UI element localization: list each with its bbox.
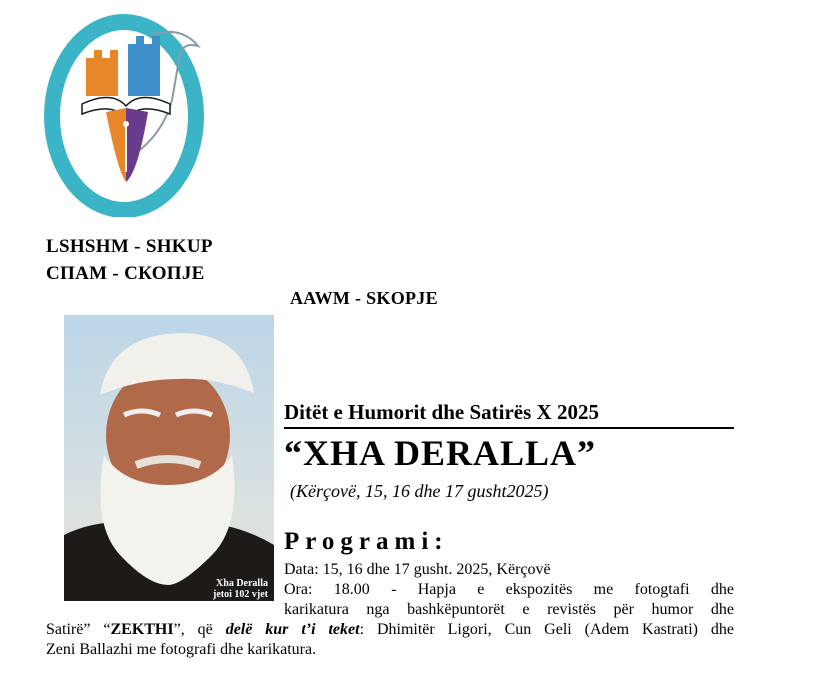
program-time-line: Ora: 18.00 - Hapja e ekspozitës me fotogtafi dhe [284, 581, 734, 598]
program-final-line: Zeni Ballazhi me fotografi dhe karikatura. [46, 641, 317, 658]
program-participants-line [46, 620, 734, 640]
motto-kur-tiket: kur t’i teket [252, 621, 360, 638]
pen-book-tower-logo-icon [42, 12, 210, 217]
title-divider [284, 427, 734, 429]
program-caricature-line: karikatura nga bashkëpuntorët e revistës për humor dhe [284, 601, 734, 618]
satire-mid: ”, që [173, 621, 226, 638]
program-heading: Programi: [284, 528, 449, 555]
satire-prefix: Satirë” “ [46, 621, 111, 638]
portrait-caption-name: Xha Deralla [216, 578, 268, 589]
program-date-line: Data: 15, 16 dhe 17 gusht. 2025, Kërçovë [284, 561, 551, 578]
event-name: “XHA DERALLA” [284, 433, 597, 473]
portrait-image [64, 315, 274, 601]
org-name-macedonian: СПАМ - СКОПЈЕ [46, 263, 205, 284]
xha-deralla-portrait [64, 315, 274, 601]
event-place-dates: (Kërçovë, 15, 16 dhe 17 gusht2025) [290, 481, 549, 501]
org-name-albanian: LSHSHM - SHKUP [46, 236, 213, 257]
magazine-name: ZEKTHI [110, 621, 174, 638]
portrait-caption-age: jetoi 102 vjet [213, 589, 268, 600]
participants-list: : Dhimitër Ligori, Cun Geli (Adem Kastrati) dhe [359, 621, 735, 638]
motto-dele: delë [225, 621, 253, 638]
association-logo [42, 12, 210, 217]
event-title: Ditët e Humorit dhe Satirës X 2025 [284, 400, 599, 424]
org-name-english: AAWM - SKOPJE [290, 288, 438, 308]
